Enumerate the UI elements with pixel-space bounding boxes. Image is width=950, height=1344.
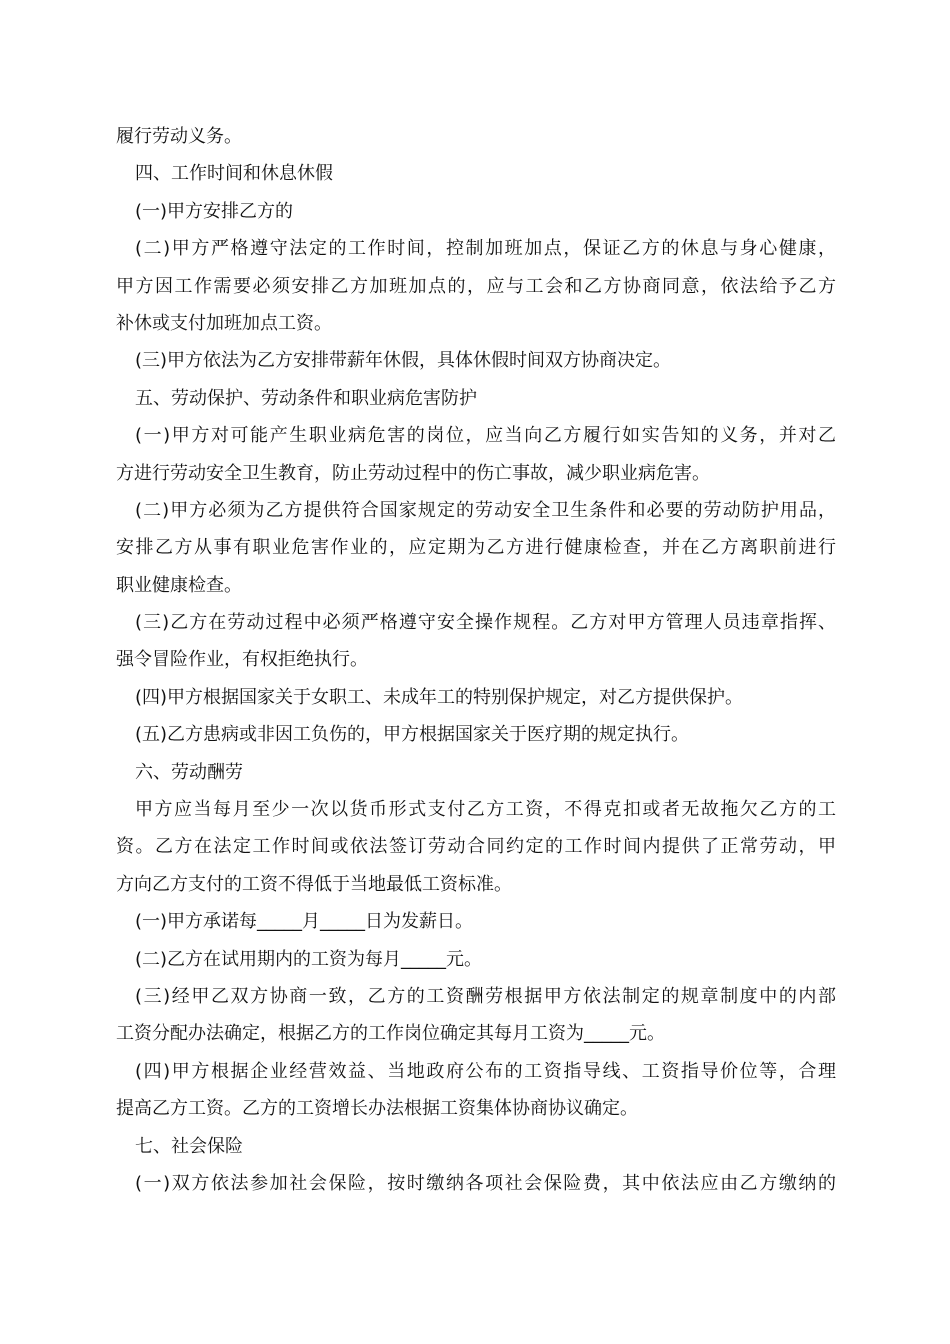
paragraph-line: 方向乙方支付的工资不得低于当地最低工资标准。	[116, 873, 512, 895]
paragraph-line: (一)甲方承诺每_____月_____日为发薪日。	[135, 911, 474, 933]
paragraph-line: 六、劳动酬劳	[135, 761, 243, 783]
paragraph-line: 工资分配办法确定，根据乙方的工作岗位确定其每月工资为_____元。	[116, 1023, 665, 1045]
paragraph-line: 补休或支付加班加点工资。	[116, 312, 332, 334]
paragraph-line: 五、劳动保护、劳动条件和职业病危害防护	[135, 387, 477, 409]
paragraph-line: (三)经甲乙双方协商一致，乙方的工资酬劳根据甲方依法制定的规章制度中的内部	[135, 985, 836, 1007]
paragraph-line: (三)乙方在劳动过程中必须严格遵守安全操作规程。乙方对甲方管理人员违章指挥、	[135, 612, 836, 634]
paragraph-line: (四)甲方根据国家关于女职工、未成年工的特别保护规定，对乙方提供保护。	[135, 686, 744, 708]
paragraph-line: (三)甲方依法为乙方安排带薪年休假，具体休假时间双方协商决定。	[135, 350, 672, 372]
paragraph-line: 提高乙方工资。乙方的工资增长办法根据工资集体协商协议确定。	[116, 1098, 638, 1120]
paragraph-line: 四、工作时间和休息休假	[135, 163, 333, 185]
paragraph-line: 强令冒险作业，有权拒绝执行。	[116, 649, 368, 671]
paragraph-line: 方进行劳动安全卫生教育，防止劳动过程中的伤亡事故，减少职业病危害。	[116, 462, 710, 484]
paragraph-line: (二)甲方严格遵守法定的工作时间，控制加班加点，保证乙方的休息与身心健康，	[135, 238, 836, 260]
paragraph-line: (一)甲方安排乙方的	[135, 200, 294, 222]
document-body	[116, 118, 836, 1202]
paragraph-line: 安排乙方从事有职业危害作业的，应定期为乙方进行健康检查，并在乙方离职前进行	[116, 537, 836, 559]
paragraph-line: (二)甲方必须为乙方提供符合国家规定的劳动安全卫生条件和必要的劳动防护用品，	[135, 499, 836, 521]
paragraph-line: (五)乙方患病或非因工负伤的，甲方根据国家关于医疗期的规定执行。	[135, 724, 690, 746]
paragraph-line: 甲方因工作需要必须安排乙方加班加点的，应与工会和乙方协商同意，依法给予乙方	[116, 275, 836, 297]
paragraph-line: 七、社会保险	[135, 1135, 243, 1157]
paragraph-line: 履行劳动义务。	[116, 126, 242, 147]
paragraph-line: 职业健康检查。	[116, 574, 242, 596]
paragraph-line: (四)甲方根据企业经营效益、当地政府公布的工资指导线、工资指导价位等，合理	[135, 1060, 836, 1082]
paragraph-line: 资。乙方在法定工作时间或依法签订劳动合同约定的工作时间内提供了正常劳动，甲	[116, 836, 836, 858]
paragraph-line: (一)甲方对可能产生职业病危害的岗位，应当向乙方履行如实告知的义务，并对乙	[135, 425, 836, 447]
paragraph-line: 甲方应当每月至少一次以货币形式支付乙方工资，不得克扣或者无故拖欠乙方的工	[135, 799, 836, 821]
paragraph-line: (二)乙方在试用期内的工资为每月_____元。	[135, 948, 483, 970]
paragraph-line: (一)双方依法参加社会保险，按时缴纳各项社会保险费，其中依法应由乙方缴纳的	[135, 1172, 836, 1194]
